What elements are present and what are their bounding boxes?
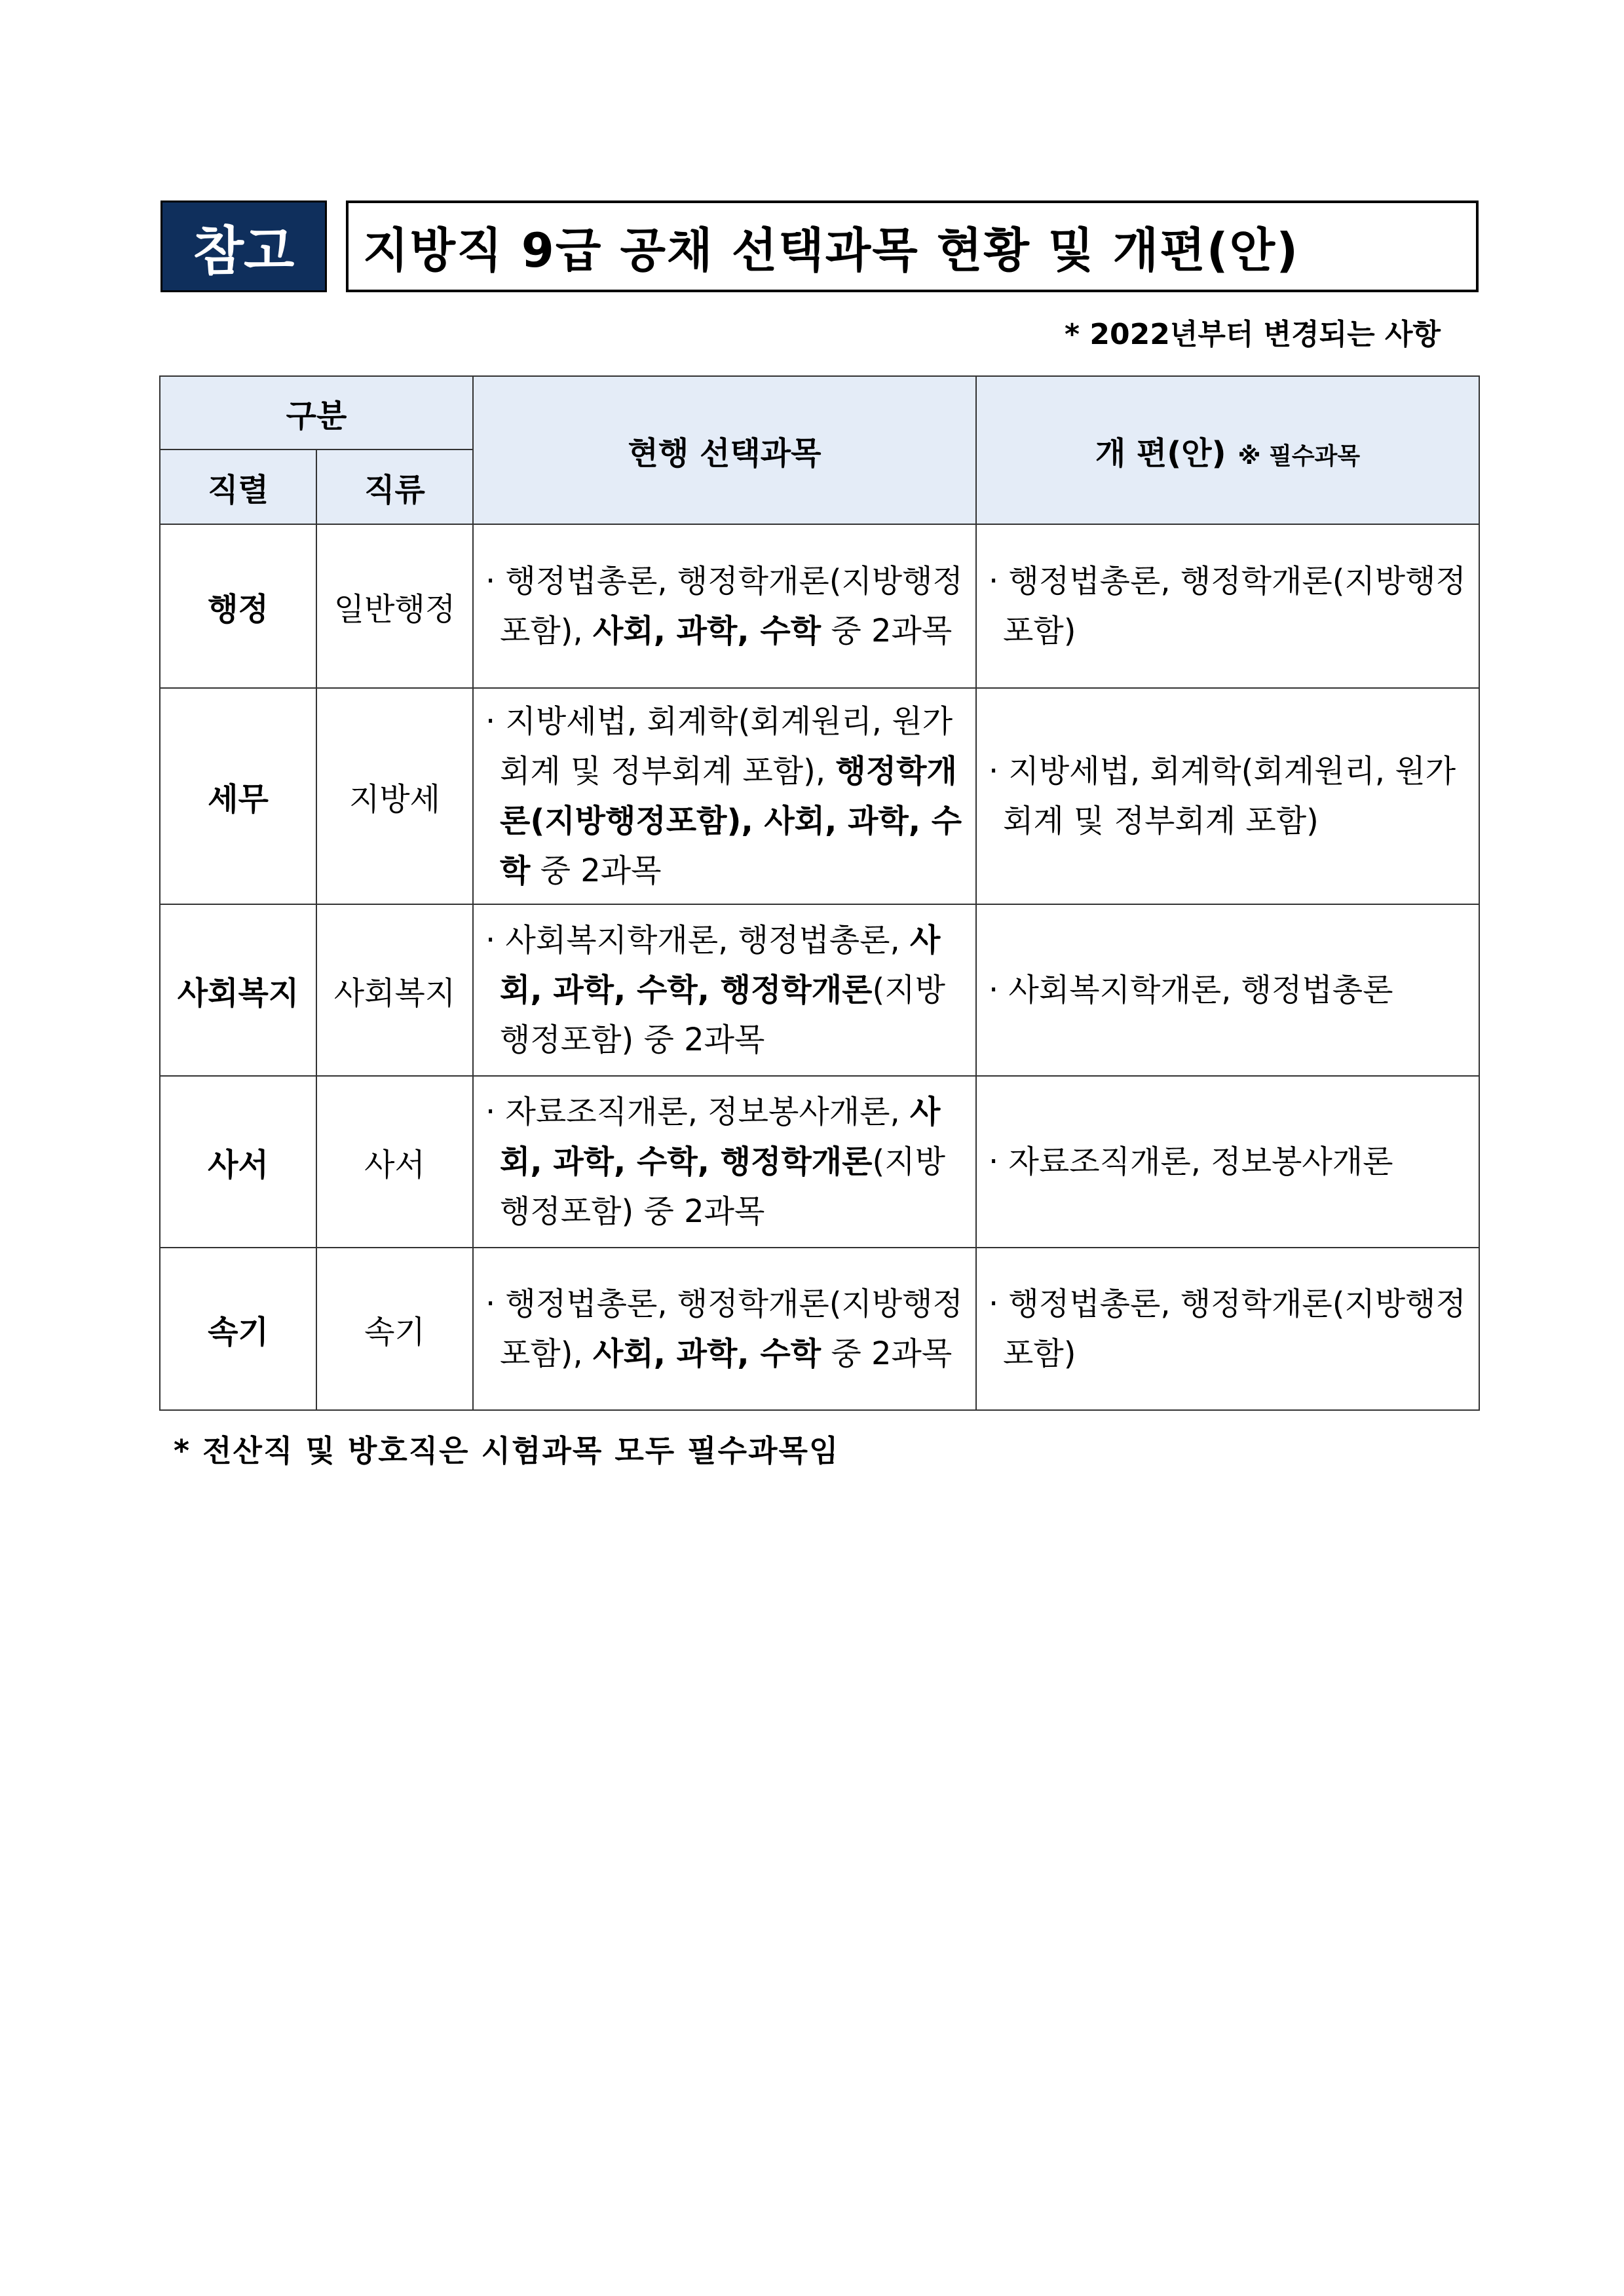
- subject-text: · 행정법총론, 행정학개론(지방행정포함),: [485, 563, 963, 649]
- reference-badge: 참고: [161, 201, 327, 292]
- top-note: * 2022년부터 변경되는 사항: [1065, 318, 1441, 351]
- subject-text: (지방행정포함) 중 2과목: [500, 1143, 945, 1230]
- table-row: [160, 1076, 1479, 1248]
- cell-reform-subjects: · 행정법총론, 행정학개론(지방행정포함): [976, 524, 1479, 688]
- header-reform-note: ※ 필수과목: [1237, 442, 1361, 470]
- cell-jikryu: 사서: [316, 1076, 473, 1248]
- page-title: 지방직 9급 공채 선택과목 현황 및 개편(안): [346, 201, 1479, 292]
- subject-bold-text: 행정학개론(지방행정포함), 사회, 과학, 수학: [500, 753, 962, 889]
- subject-text: · 지방세법, 회계학(회계원리, 원가회계 및 정부회계 포함),: [485, 703, 953, 790]
- header-current: 현행 선택과목: [473, 376, 976, 524]
- cell-current-subjects: [473, 1076, 976, 1248]
- header-jikryeol: 직렬: [160, 450, 316, 524]
- cell-jikryeol: 속기: [160, 1248, 316, 1410]
- title-row: [161, 201, 1479, 292]
- cell-jikryu: 일반행정: [316, 524, 473, 688]
- subject-text: 중 2과목: [821, 1335, 953, 1372]
- cell-current-subjects: [473, 1248, 976, 1410]
- subject-text: · 행정법총론, 행정학개론(지방행정포함),: [485, 1286, 963, 1372]
- cell-reform-subjects: · 사회복지학개론, 행정법총론: [976, 904, 1479, 1076]
- table-row: [160, 1248, 1479, 1410]
- table-row: [160, 904, 1479, 1076]
- subject-text: 중 2과목: [530, 852, 662, 889]
- subjects-table: [159, 375, 1480, 1411]
- table-body: [160, 524, 1479, 1410]
- cell-current-subjects: [473, 904, 976, 1076]
- subject-text: 중 2과목: [821, 613, 953, 649]
- cell-jikryeol: 세무: [160, 688, 316, 904]
- subject-text: (지방행정포함) 중 2과목: [500, 972, 945, 1058]
- cell-reform-subjects: · 자료조직개론, 정보봉사개론: [976, 1076, 1479, 1248]
- cell-reform-subjects: · 행정법총론, 행정학개론(지방행정포함): [976, 1248, 1479, 1410]
- cell-jikryeol: 사서: [160, 1076, 316, 1248]
- header-reform: [976, 376, 1479, 524]
- header-reform-label: 개 편(안): [1095, 434, 1226, 472]
- cell-current-subjects: [473, 524, 976, 688]
- subject-bold-text: 사회, 과학, 수학, 행정학개론: [500, 922, 941, 1008]
- cell-jikryu: 지방세: [316, 688, 473, 904]
- cell-jikryeol: 행정: [160, 524, 316, 688]
- cell-reform-subjects: · 지방세법, 회계학(회계원리, 원가회계 및 정부회계 포함): [976, 688, 1479, 904]
- table-row: [160, 524, 1479, 688]
- cell-current-subjects: [473, 688, 976, 904]
- cell-jikryu: 속기: [316, 1248, 473, 1410]
- subject-bold-text: 사회, 과학, 수학, 행정학개론: [500, 1094, 941, 1180]
- subject-text: · 사회복지학개론, 행정법총론,: [485, 922, 910, 959]
- header-jikryu: 직류: [316, 450, 473, 524]
- subject-text: · 자료조직개론, 정보봉사개론,: [485, 1094, 910, 1130]
- cell-jikryeol: 사회복지: [160, 904, 316, 1076]
- subject-bold-text: 사회, 과학, 수학: [592, 1335, 821, 1372]
- cell-jikryu: 사회복지: [316, 904, 473, 1076]
- subject-bold-text: 사회, 과학, 수학: [592, 613, 821, 649]
- table-row: [160, 688, 1479, 904]
- bottom-note: * 전산직 및 방호직은 시험과목 모두 필수과목임: [174, 1433, 840, 1468]
- header-gubun: 구분: [160, 376, 473, 450]
